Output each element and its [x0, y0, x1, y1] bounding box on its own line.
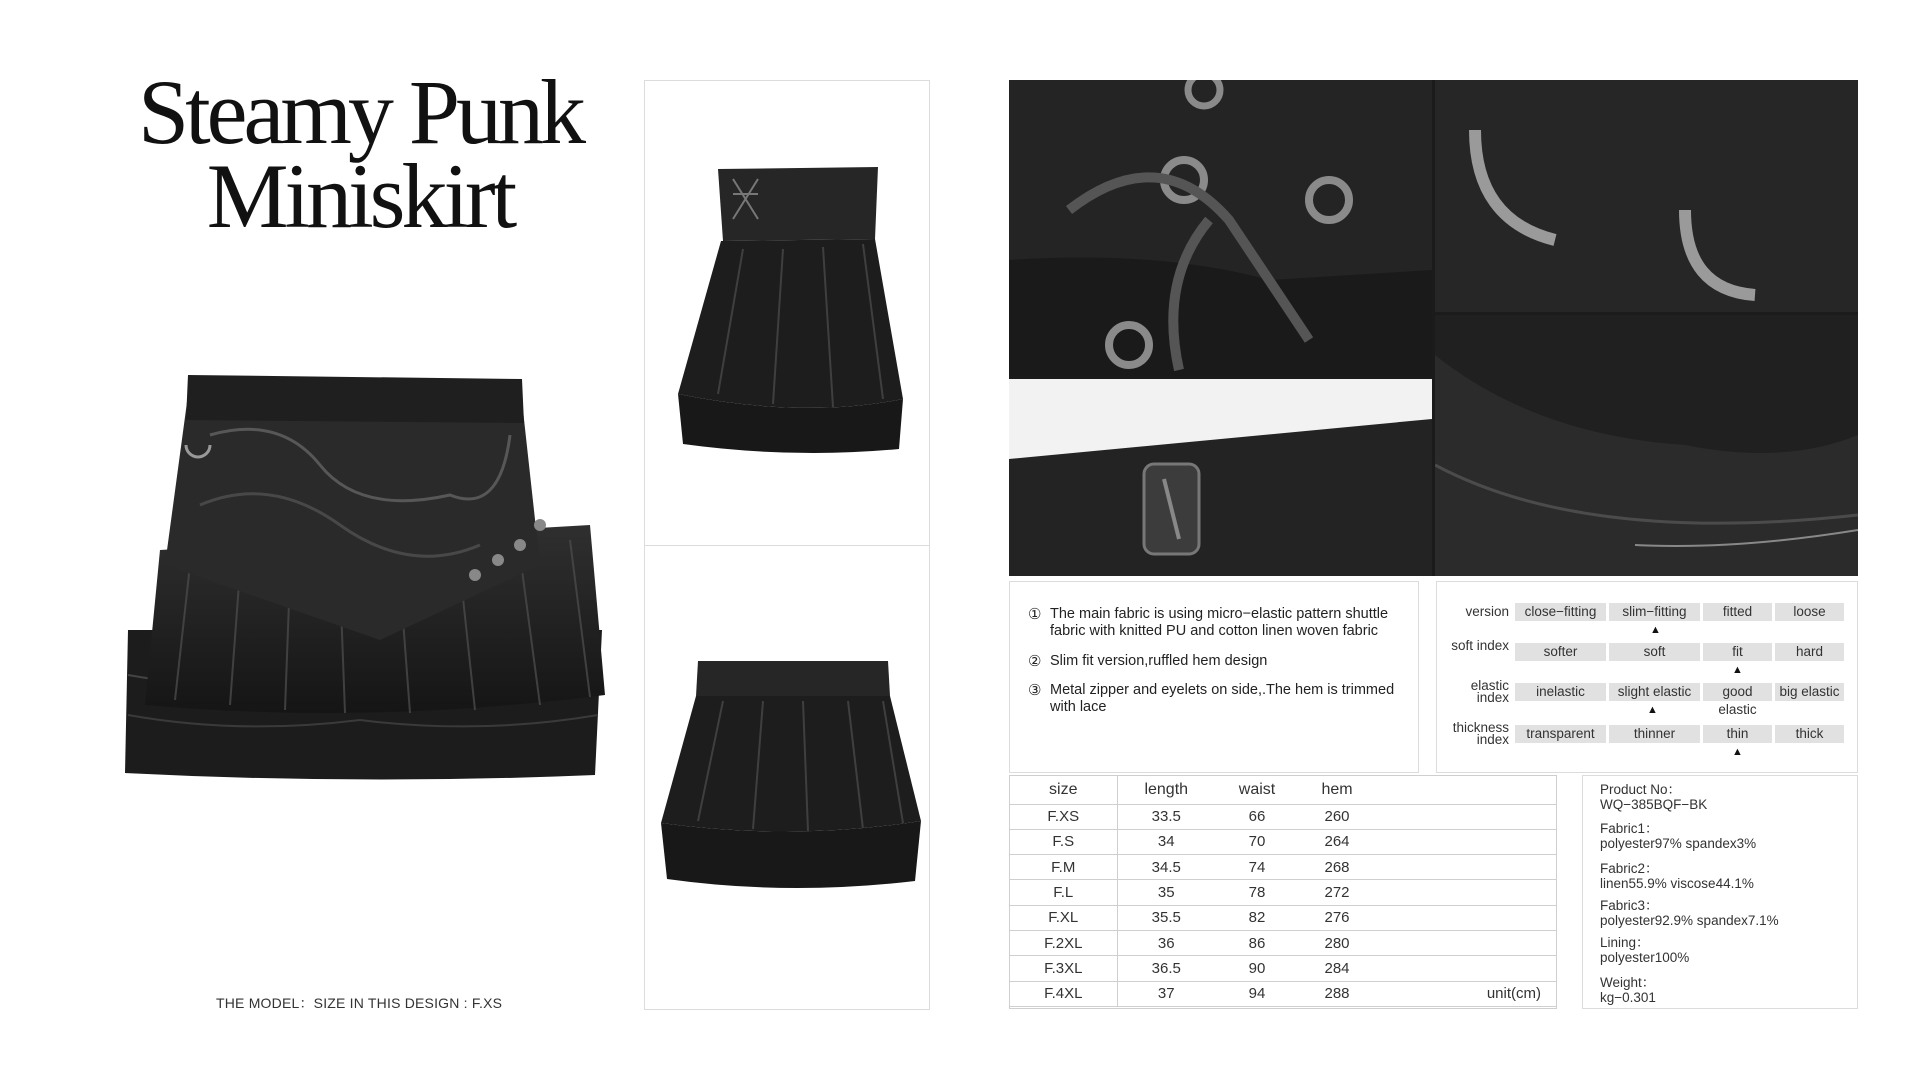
cell-length: 36	[1117, 930, 1215, 955]
row-spacer	[1375, 905, 1556, 930]
side-photo-column	[644, 80, 930, 1010]
feature-item	[1028, 606, 1408, 640]
cell-size: F.XL	[1010, 905, 1117, 930]
cell-hem: 276	[1299, 905, 1375, 930]
header-waist: waist	[1215, 776, 1299, 804]
cell-waist: 78	[1215, 880, 1299, 905]
header-length: length	[1117, 776, 1215, 804]
attr-option: hard	[1775, 643, 1844, 661]
feature-text: Slim fit version,ruffled hem design	[1050, 653, 1268, 669]
product-no-label: Product No：	[1600, 782, 1682, 797]
cell-size: F.M	[1010, 855, 1117, 880]
lining-label: Lining：	[1600, 935, 1650, 950]
skirt-front-photo	[120, 375, 610, 785]
attr-option: softer	[1515, 643, 1606, 661]
fabric3-label: Fabric3：	[1600, 898, 1659, 913]
cell-length: 35.5	[1117, 905, 1215, 930]
header-hem: hem	[1299, 776, 1375, 804]
cell-hem: 280	[1299, 930, 1375, 955]
attr-option: good elastic	[1703, 683, 1772, 701]
attr-option: loose	[1775, 603, 1844, 621]
attr-option: transparent	[1515, 725, 1606, 743]
header-spacer	[1375, 776, 1556, 804]
cell-length: 33.5	[1117, 804, 1215, 829]
lace-hem-detail-photo	[1435, 315, 1858, 576]
row-spacer	[1375, 829, 1556, 854]
attributes-panel	[1436, 581, 1858, 773]
attr-option: thin	[1703, 725, 1772, 743]
zipper-detail-photo	[1009, 379, 1432, 576]
table-row	[1010, 930, 1556, 955]
product-info-panel	[1582, 775, 1858, 1009]
fabric3-value: polyester92.9% spandex7.1%	[1600, 913, 1779, 928]
lace-up-detail-photo	[1009, 80, 1432, 376]
model-size-note: THE MODEL：SIZE IN THIS DESIGN : F.XS	[216, 995, 503, 1011]
attr-option: fitted	[1703, 603, 1772, 621]
page-title	[90, 61, 630, 247]
unit-label: unit(cm)	[1486, 985, 1541, 1002]
size-chart	[1009, 775, 1557, 1009]
attr-option: slim−fitting	[1609, 603, 1700, 621]
header-size: size	[1010, 776, 1117, 804]
feature-number: ②	[1028, 653, 1042, 670]
cell-hem: 268	[1299, 855, 1375, 880]
fabric2-value: linen55.9% viscose44.1%	[1600, 876, 1754, 891]
cell-waist: 90	[1215, 956, 1299, 981]
cell-length: 34.5	[1117, 855, 1215, 880]
cell-length: 37	[1117, 981, 1215, 1006]
selected-marker-icon: ▲	[1732, 664, 1743, 676]
cell-length: 35	[1117, 880, 1215, 905]
lining-value: polyester100%	[1600, 950, 1690, 965]
feature-number: ①	[1028, 606, 1042, 623]
features-panel	[1009, 581, 1419, 773]
cell-waist: 66	[1215, 804, 1299, 829]
cell-hem: 272	[1299, 880, 1375, 905]
row-spacer	[1375, 804, 1556, 829]
cell-size: F.2XL	[1010, 930, 1117, 955]
fabric1-value: polyester97% spandex3%	[1600, 836, 1757, 851]
attr-option: big elastic	[1775, 683, 1844, 701]
cell-length: 36.5	[1117, 956, 1215, 981]
cell-waist: 70	[1215, 829, 1299, 854]
cell-waist: 86	[1215, 930, 1299, 955]
cell-waist: 94	[1215, 981, 1299, 1006]
selected-marker-icon: ▲	[1647, 704, 1658, 716]
skirt-back-photo	[653, 651, 923, 901]
attr-option: close−fitting	[1515, 603, 1606, 621]
attr-label: elastic index	[1470, 678, 1509, 705]
table-row	[1010, 804, 1556, 829]
cell-size: F.3XL	[1010, 956, 1117, 981]
cell-size: F.L	[1010, 880, 1117, 905]
feature-number: ③	[1028, 682, 1042, 699]
cell-size: F.S	[1010, 829, 1117, 854]
attr-row-thickness	[1437, 720, 1857, 758]
attr-row-soft	[1437, 638, 1857, 676]
fabric2-label: Fabric2：	[1600, 861, 1659, 876]
selected-marker-icon: ▲	[1732, 746, 1743, 758]
cell-hem: 288	[1299, 981, 1375, 1006]
attr-option: slight elastic	[1609, 683, 1700, 701]
cell-length: 34	[1117, 829, 1215, 854]
cell-size: F.4XL	[1010, 981, 1117, 1006]
attr-row-version	[1437, 603, 1857, 636]
weight-label: Weight：	[1600, 975, 1656, 990]
attr-label: version	[1465, 604, 1509, 619]
attr-option: soft	[1609, 643, 1700, 661]
attr-option: thick	[1775, 725, 1844, 743]
detail-photo-grid	[1009, 80, 1858, 576]
row-spacer	[1375, 956, 1556, 981]
product-no-value: WQ−385BQF−BK	[1600, 797, 1708, 812]
skirt-side-photo	[663, 159, 913, 459]
cell-hem: 284	[1299, 956, 1375, 981]
size-table-header	[1010, 776, 1556, 804]
cell-waist: 82	[1215, 905, 1299, 930]
attr-option: fit	[1703, 643, 1772, 661]
row-spacer	[1375, 930, 1556, 955]
title-line-2: Miniskirt	[206, 145, 514, 247]
cell-waist: 74	[1215, 855, 1299, 880]
table-row	[1010, 855, 1556, 880]
selected-marker-icon: ▲	[1650, 624, 1661, 636]
attr-row-elastic	[1437, 678, 1857, 717]
table-row	[1010, 905, 1556, 930]
cell-size: F.XS	[1010, 804, 1117, 829]
table-row	[1010, 829, 1556, 854]
row-spacer	[1375, 880, 1556, 905]
attr-option: inelastic	[1515, 683, 1606, 701]
feature-text: Metal zipper and eyelets on side,.The hem is trimmed with lace	[1050, 682, 1395, 715]
attr-label: thickness index	[1452, 720, 1509, 747]
cell-hem: 260	[1299, 804, 1375, 829]
cell-hem: 264	[1299, 829, 1375, 854]
table-row	[1010, 880, 1556, 905]
side-divider	[645, 545, 929, 546]
d-ring-detail-photo	[1435, 80, 1858, 312]
title-line-1: Steamy Punk	[137, 61, 583, 163]
feature-item	[1028, 682, 1408, 716]
row-spacer	[1375, 855, 1556, 880]
table-row	[1010, 981, 1556, 1006]
fabric1-label: Fabric1：	[1600, 821, 1659, 836]
attr-label: soft index	[1451, 638, 1509, 653]
feature-item	[1028, 653, 1408, 670]
feature-text: The main fabric is using micro−elastic pattern shuttle fabric with knitted PU and cotton linen woven fabric	[1050, 606, 1389, 639]
weight-value: kg−0.301	[1600, 990, 1656, 1005]
table-row	[1010, 956, 1556, 981]
attr-option: thinner	[1609, 725, 1700, 743]
